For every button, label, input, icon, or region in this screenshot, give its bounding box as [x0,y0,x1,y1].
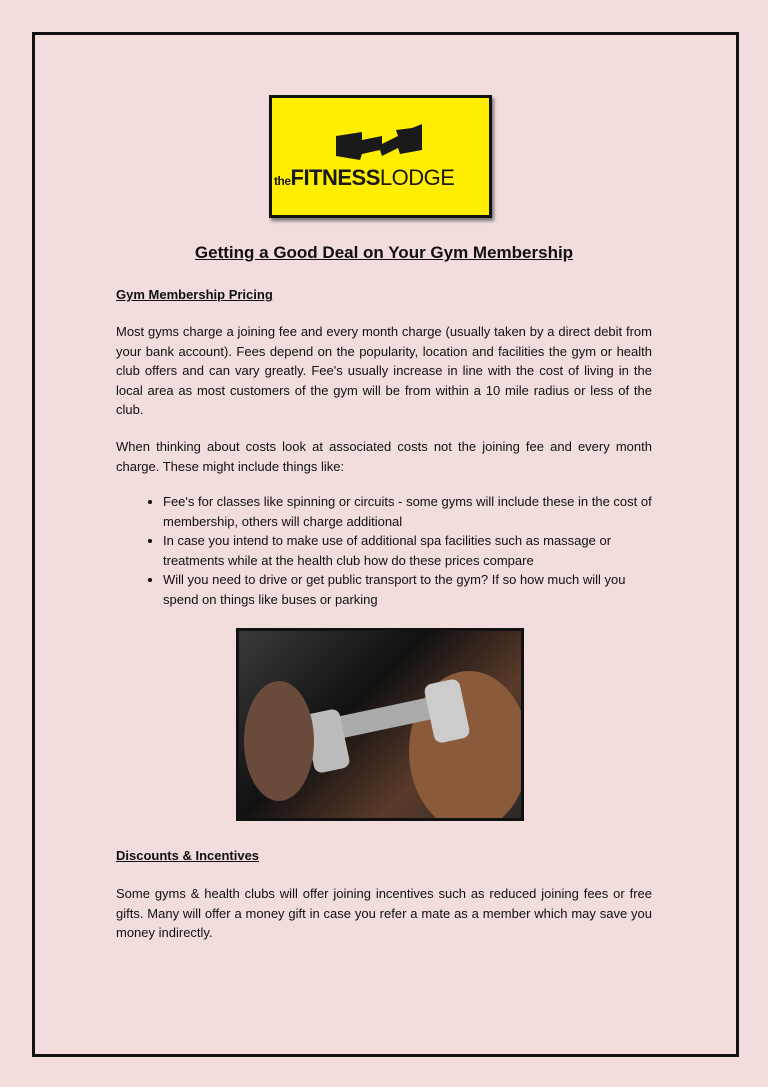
page-title: Getting a Good Deal on Your Gym Membership [194,243,574,262]
section-heading-pricing: Gym Membership Pricing [116,287,273,302]
logo-steps-icon [334,124,424,162]
list-item: • In case you intend to make use of additional spa facilities such as massage or treatments while at the health club how do these prices compare [163,531,652,570]
logo-lodge: LODGE [379,165,455,190]
list-item: • Will you need to drive or get public transport to the gym? If so how much will you spend on things like buses or parking [163,570,652,609]
list-item: • Fee's for classes like spinning or circuits - some gyms will include these in the cost of membership, others will charge additional [163,492,652,531]
dumbbell-image [239,631,521,818]
costs-list [116,492,652,609]
dumbbell-photo [236,628,524,821]
logo-fitness: FITNESS [290,165,380,190]
fitness-lodge-logo [269,95,492,218]
discounts-paragraph: Some gyms & health clubs will offer joining incentives such as reduced joining fees or free gifts. Many will offer a money gift in case you refer a mate as a member which may save you money indirectly. [116,886,652,940]
logo-the: the [274,174,291,188]
section-heading-discounts: Discounts & Incentives [116,848,260,863]
pricing-paragraph: Most gyms charge a joining fee and every month charge (usually taken by a direct debit from your bank account). Fees depend on the popularity, location and facilities the gym or health club offers and can vary greatly. Fee's usually increase in line with the cost of living in the local area as most customers of the gym will be from within a 10 mile radius or less of the club. [116,324,652,417]
costs-paragraph: When thinking about costs look at associated costs not the joining fee and every month charge. These might include things like: [116,439,652,474]
